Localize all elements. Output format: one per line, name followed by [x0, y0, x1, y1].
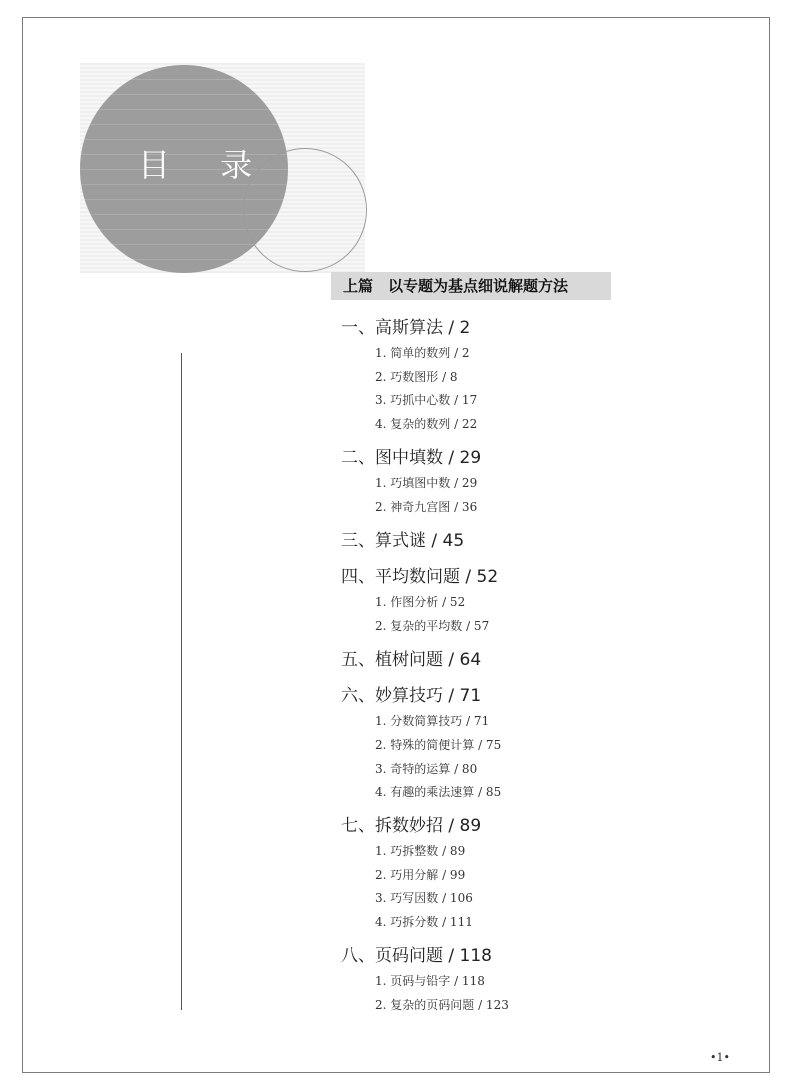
chapter-title[interactable]: 八、页码问题 / 118: [341, 946, 492, 966]
section-item[interactable]: 1. 巧拆整数 / 89: [375, 844, 466, 858]
section-item[interactable]: 3. 奇特的运算 / 80: [375, 762, 478, 776]
chapter-title[interactable]: 七、拆数妙招 / 89: [341, 816, 482, 836]
section-item[interactable]: 2. 巧用分解 / 99: [375, 868, 466, 882]
chapter-title[interactable]: 六、妙算技巧 / 71: [341, 686, 482, 706]
section-item[interactable]: 2. 复杂的平均数 / 57: [375, 619, 490, 633]
section-item[interactable]: 2. 神奇九宫图 / 36: [375, 500, 478, 514]
section-item[interactable]: 2. 巧数图形 / 8: [375, 370, 458, 384]
section-item[interactable]: 4. 巧拆分数 / 111: [375, 915, 473, 929]
section-item[interactable]: 4. 有趣的乘法速算 / 85: [375, 785, 502, 799]
part-header: 上篇 以专题为基点细说解题方法: [331, 272, 611, 300]
section-item[interactable]: 2. 特殊的简便计算 / 75: [375, 738, 502, 752]
section-item[interactable]: 3. 巧写因数 / 106: [375, 891, 473, 905]
section-item[interactable]: 3. 巧抓中心数 / 17: [375, 393, 478, 407]
vertical-divider-line: [181, 353, 182, 1010]
section-item[interactable]: 1. 简单的数列 / 2: [375, 346, 470, 360]
section-item[interactable]: 1. 页码与铅字 / 118: [375, 974, 485, 988]
section-item[interactable]: 1. 作图分析 / 52: [375, 595, 466, 609]
chapter-title[interactable]: 一、高斯算法 / 2: [341, 318, 471, 338]
section-item[interactable]: 1. 分数简算技巧 / 71: [375, 714, 490, 728]
page-number: •1•: [710, 1051, 730, 1064]
section-item[interactable]: 4. 复杂的数列 / 22: [375, 417, 478, 431]
section-item[interactable]: 2. 复杂的页码问题 / 123: [375, 998, 509, 1012]
chapter-title[interactable]: 四、平均数问题 / 52: [341, 567, 499, 587]
toc-heading: 目 录: [138, 146, 273, 184]
chapter-title[interactable]: 三、算式谜 / 45: [341, 531, 465, 551]
section-item[interactable]: 1. 巧填图中数 / 29: [375, 476, 478, 490]
chapter-title[interactable]: 二、图中填数 / 29: [341, 448, 482, 468]
chapter-title[interactable]: 五、植树问题 / 64: [341, 650, 482, 670]
